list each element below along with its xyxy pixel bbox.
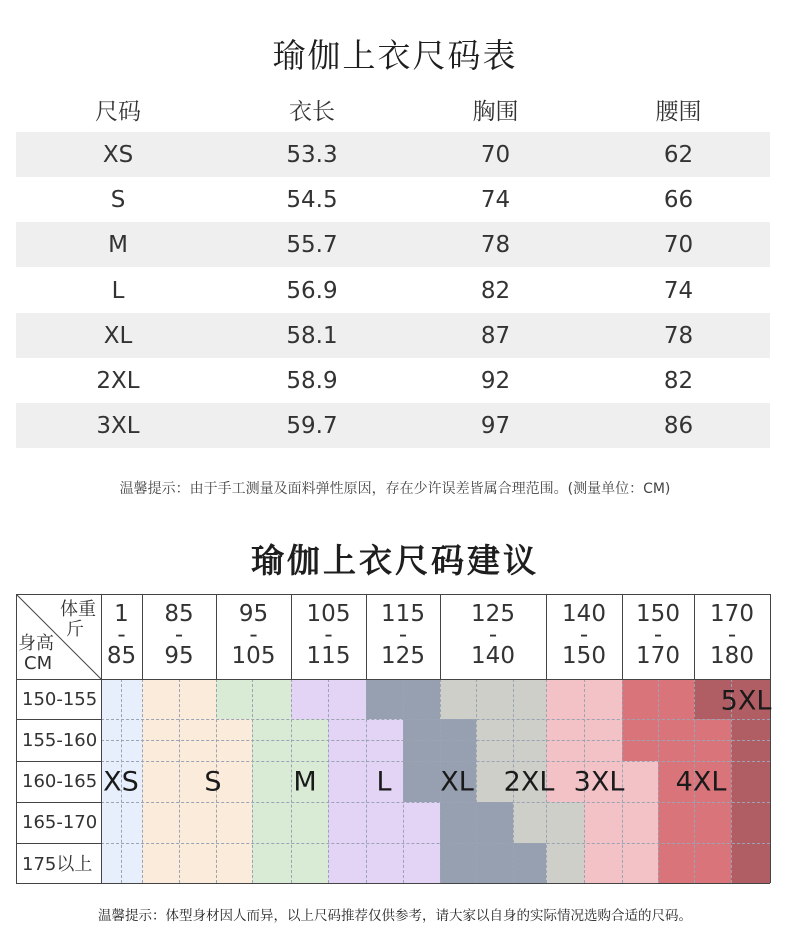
size-zone-s bbox=[142, 761, 252, 802]
size-table-title: 瑜伽上衣尺码表 bbox=[272, 36, 518, 75]
size-zone-5xl bbox=[731, 761, 770, 802]
size-label-4xl: 4XL bbox=[675, 766, 727, 798]
weight-from: 115 bbox=[381, 601, 425, 627]
cell-chest: 82 bbox=[480, 277, 511, 304]
cell-waist: 62 bbox=[663, 141, 694, 168]
header-size: 尺码 bbox=[95, 99, 141, 125]
weight-from: 140 bbox=[562, 601, 606, 627]
size-zone-l bbox=[328, 802, 440, 843]
cell-size: XS bbox=[102, 141, 134, 168]
grid-dash-vertical bbox=[291, 679, 292, 883]
height-range-label: 165-170 bbox=[22, 812, 98, 833]
weight-to: 85 bbox=[106, 643, 137, 669]
size-zone-m bbox=[252, 802, 328, 843]
size-label-2xl: 2XL bbox=[503, 766, 555, 798]
weight-sep: - bbox=[249, 622, 258, 648]
size-table-row bbox=[16, 403, 770, 448]
cell-length: 54.5 bbox=[286, 186, 338, 213]
weight-range-header bbox=[694, 601, 770, 669]
corner-height-label bbox=[18, 634, 54, 674]
weight-range-header bbox=[366, 601, 440, 669]
cell-length: 56.9 bbox=[286, 277, 338, 304]
size-label-xs: XS bbox=[103, 766, 139, 798]
size-table-row bbox=[16, 268, 770, 313]
cell-size: S bbox=[110, 186, 126, 213]
size-table-row bbox=[16, 177, 770, 222]
height-range-label: 150-155 bbox=[22, 688, 98, 710]
weight-range-header bbox=[101, 601, 142, 669]
weight-sep: - bbox=[398, 622, 408, 648]
height-range-label: 155-160 bbox=[22, 729, 98, 751]
grid-dash-vertical bbox=[366, 679, 367, 883]
header-chest: 胸围 bbox=[472, 99, 519, 125]
size-label-l: L bbox=[376, 766, 392, 798]
grid-dash-vertical bbox=[142, 679, 143, 883]
weight-to: 125 bbox=[381, 643, 425, 669]
size-label-s: S bbox=[204, 766, 222, 798]
cell-waist: 82 bbox=[663, 367, 694, 394]
weight-to: 180 bbox=[710, 643, 754, 669]
weight-sep: - bbox=[117, 622, 126, 648]
grid-dash-vertical bbox=[179, 679, 180, 883]
size-table-row bbox=[16, 313, 770, 358]
weight-sep: - bbox=[727, 622, 737, 648]
grid-dash-horizontal bbox=[101, 802, 770, 803]
corner-weight-unit: 斤 bbox=[66, 619, 84, 640]
weight-from: 150 bbox=[636, 601, 680, 627]
weight-from: 85 bbox=[164, 601, 194, 627]
grid-border-right bbox=[770, 594, 771, 883]
grid-dash-vertical bbox=[403, 679, 404, 883]
cell-length: 59.7 bbox=[286, 412, 338, 439]
size-label-3xl: 3XL bbox=[573, 766, 625, 798]
header-length: 衣长 bbox=[289, 99, 335, 125]
weight-range-header bbox=[291, 601, 366, 669]
grid-dash-horizontal bbox=[101, 719, 770, 720]
cell-waist: 70 bbox=[663, 231, 694, 258]
weight-from: 170 bbox=[710, 601, 754, 627]
size-zone-m bbox=[252, 843, 328, 883]
weight-to: 95 bbox=[164, 643, 194, 669]
grid-border-bottom bbox=[16, 883, 770, 884]
weight-to: 115 bbox=[306, 643, 351, 669]
size-label-xl: XL bbox=[440, 766, 474, 798]
corner-weight-text: 体重 bbox=[60, 599, 96, 620]
height-range-label: 160-165 bbox=[22, 771, 98, 792]
size-label-m: M bbox=[293, 766, 317, 798]
weight-to: 140 bbox=[471, 643, 515, 669]
size-table-row bbox=[16, 222, 770, 267]
cell-chest: 87 bbox=[480, 322, 511, 349]
weight-from: 95 bbox=[238, 601, 269, 627]
recommend-table-note: 温馨提示：体型身材因人而异，以上尺码推荐仅供参考，请大家以自身的实际情况选购合适的尺码。 bbox=[98, 908, 692, 924]
cell-length: 53.3 bbox=[286, 141, 338, 168]
grid-border-top bbox=[16, 594, 770, 595]
cell-length: 58.1 bbox=[286, 322, 338, 349]
size-zone-xl bbox=[440, 843, 546, 883]
size-zone-3xl bbox=[584, 843, 658, 883]
size-zone-s bbox=[142, 843, 252, 883]
corner-height-text: 身高 bbox=[18, 633, 54, 654]
size-zone-5xl bbox=[731, 843, 770, 883]
size-table-row bbox=[16, 358, 770, 403]
size-zone-3xl bbox=[584, 802, 658, 843]
weight-range-header bbox=[622, 601, 694, 669]
grid-dash-horizontal bbox=[101, 740, 770, 741]
cell-waist: 86 bbox=[663, 412, 694, 439]
cell-chest: 92 bbox=[480, 367, 511, 394]
size-label-5xl: 5XL bbox=[720, 685, 772, 717]
grid-dash-vertical bbox=[252, 679, 253, 883]
grid-dash-horizontal bbox=[101, 843, 770, 844]
weight-sep: - bbox=[174, 622, 184, 648]
weight-sep: - bbox=[653, 622, 663, 648]
grid-dash-vertical bbox=[328, 679, 329, 883]
weight-from: 105 bbox=[306, 601, 351, 627]
size-zone-5xl bbox=[731, 802, 770, 843]
weight-sep: - bbox=[488, 622, 498, 648]
size-table-header bbox=[16, 87, 770, 132]
weight-range-header bbox=[142, 601, 216, 669]
weight-sep: - bbox=[579, 622, 589, 648]
weight-from: 1 bbox=[114, 601, 129, 627]
grid-dash-vertical bbox=[658, 679, 659, 883]
cell-size: M bbox=[108, 231, 128, 258]
size-zone-2xl bbox=[440, 679, 546, 719]
weight-from: 125 bbox=[471, 601, 515, 627]
weight-sep: - bbox=[324, 622, 333, 648]
grid-header-line bbox=[16, 679, 770, 680]
cell-length: 55.7 bbox=[286, 231, 338, 258]
cell-chest: 70 bbox=[480, 141, 511, 168]
weight-range-header bbox=[546, 601, 622, 669]
weight-to: 105 bbox=[231, 643, 276, 669]
size-zone-m bbox=[216, 679, 291, 719]
corner-height-unit: CM bbox=[24, 653, 53, 674]
size-table-row bbox=[16, 132, 770, 177]
header-waist: 腰围 bbox=[655, 99, 702, 125]
cell-chest: 74 bbox=[480, 186, 511, 213]
cell-size: L bbox=[111, 277, 125, 304]
size-zone-2xl bbox=[546, 843, 584, 883]
cell-size: XL bbox=[103, 322, 133, 349]
size-zone-l bbox=[328, 843, 440, 883]
height-range-label: 175以上 bbox=[22, 854, 93, 875]
grid-dash-vertical bbox=[476, 679, 477, 883]
weight-to: 170 bbox=[636, 643, 680, 669]
cell-waist: 74 bbox=[663, 277, 694, 304]
weight-range-header bbox=[440, 601, 546, 669]
recommend-table-title: 瑜伽上衣尺码建议 bbox=[251, 541, 539, 580]
cell-size: 2XL bbox=[96, 367, 140, 394]
weight-to: 150 bbox=[562, 643, 606, 669]
grid-dash-horizontal bbox=[101, 761, 770, 762]
cell-waist: 78 bbox=[663, 322, 694, 349]
cell-length: 58.9 bbox=[286, 367, 338, 394]
corner-weight-label bbox=[56, 600, 96, 640]
cell-waist: 66 bbox=[663, 186, 694, 213]
cell-size: 3XL bbox=[96, 412, 140, 439]
size-table-note: 温馨提示：由于手工测量及面料弹性原因，存在少许误差皆属合理范围。(测量单位：CM) bbox=[119, 481, 671, 497]
cell-chest: 78 bbox=[480, 231, 511, 258]
weight-range-header bbox=[216, 601, 291, 669]
size-zone-2xl bbox=[513, 802, 584, 843]
cell-chest: 97 bbox=[480, 412, 511, 439]
recommend-table bbox=[16, 594, 770, 883]
size-zone-s bbox=[142, 802, 252, 843]
